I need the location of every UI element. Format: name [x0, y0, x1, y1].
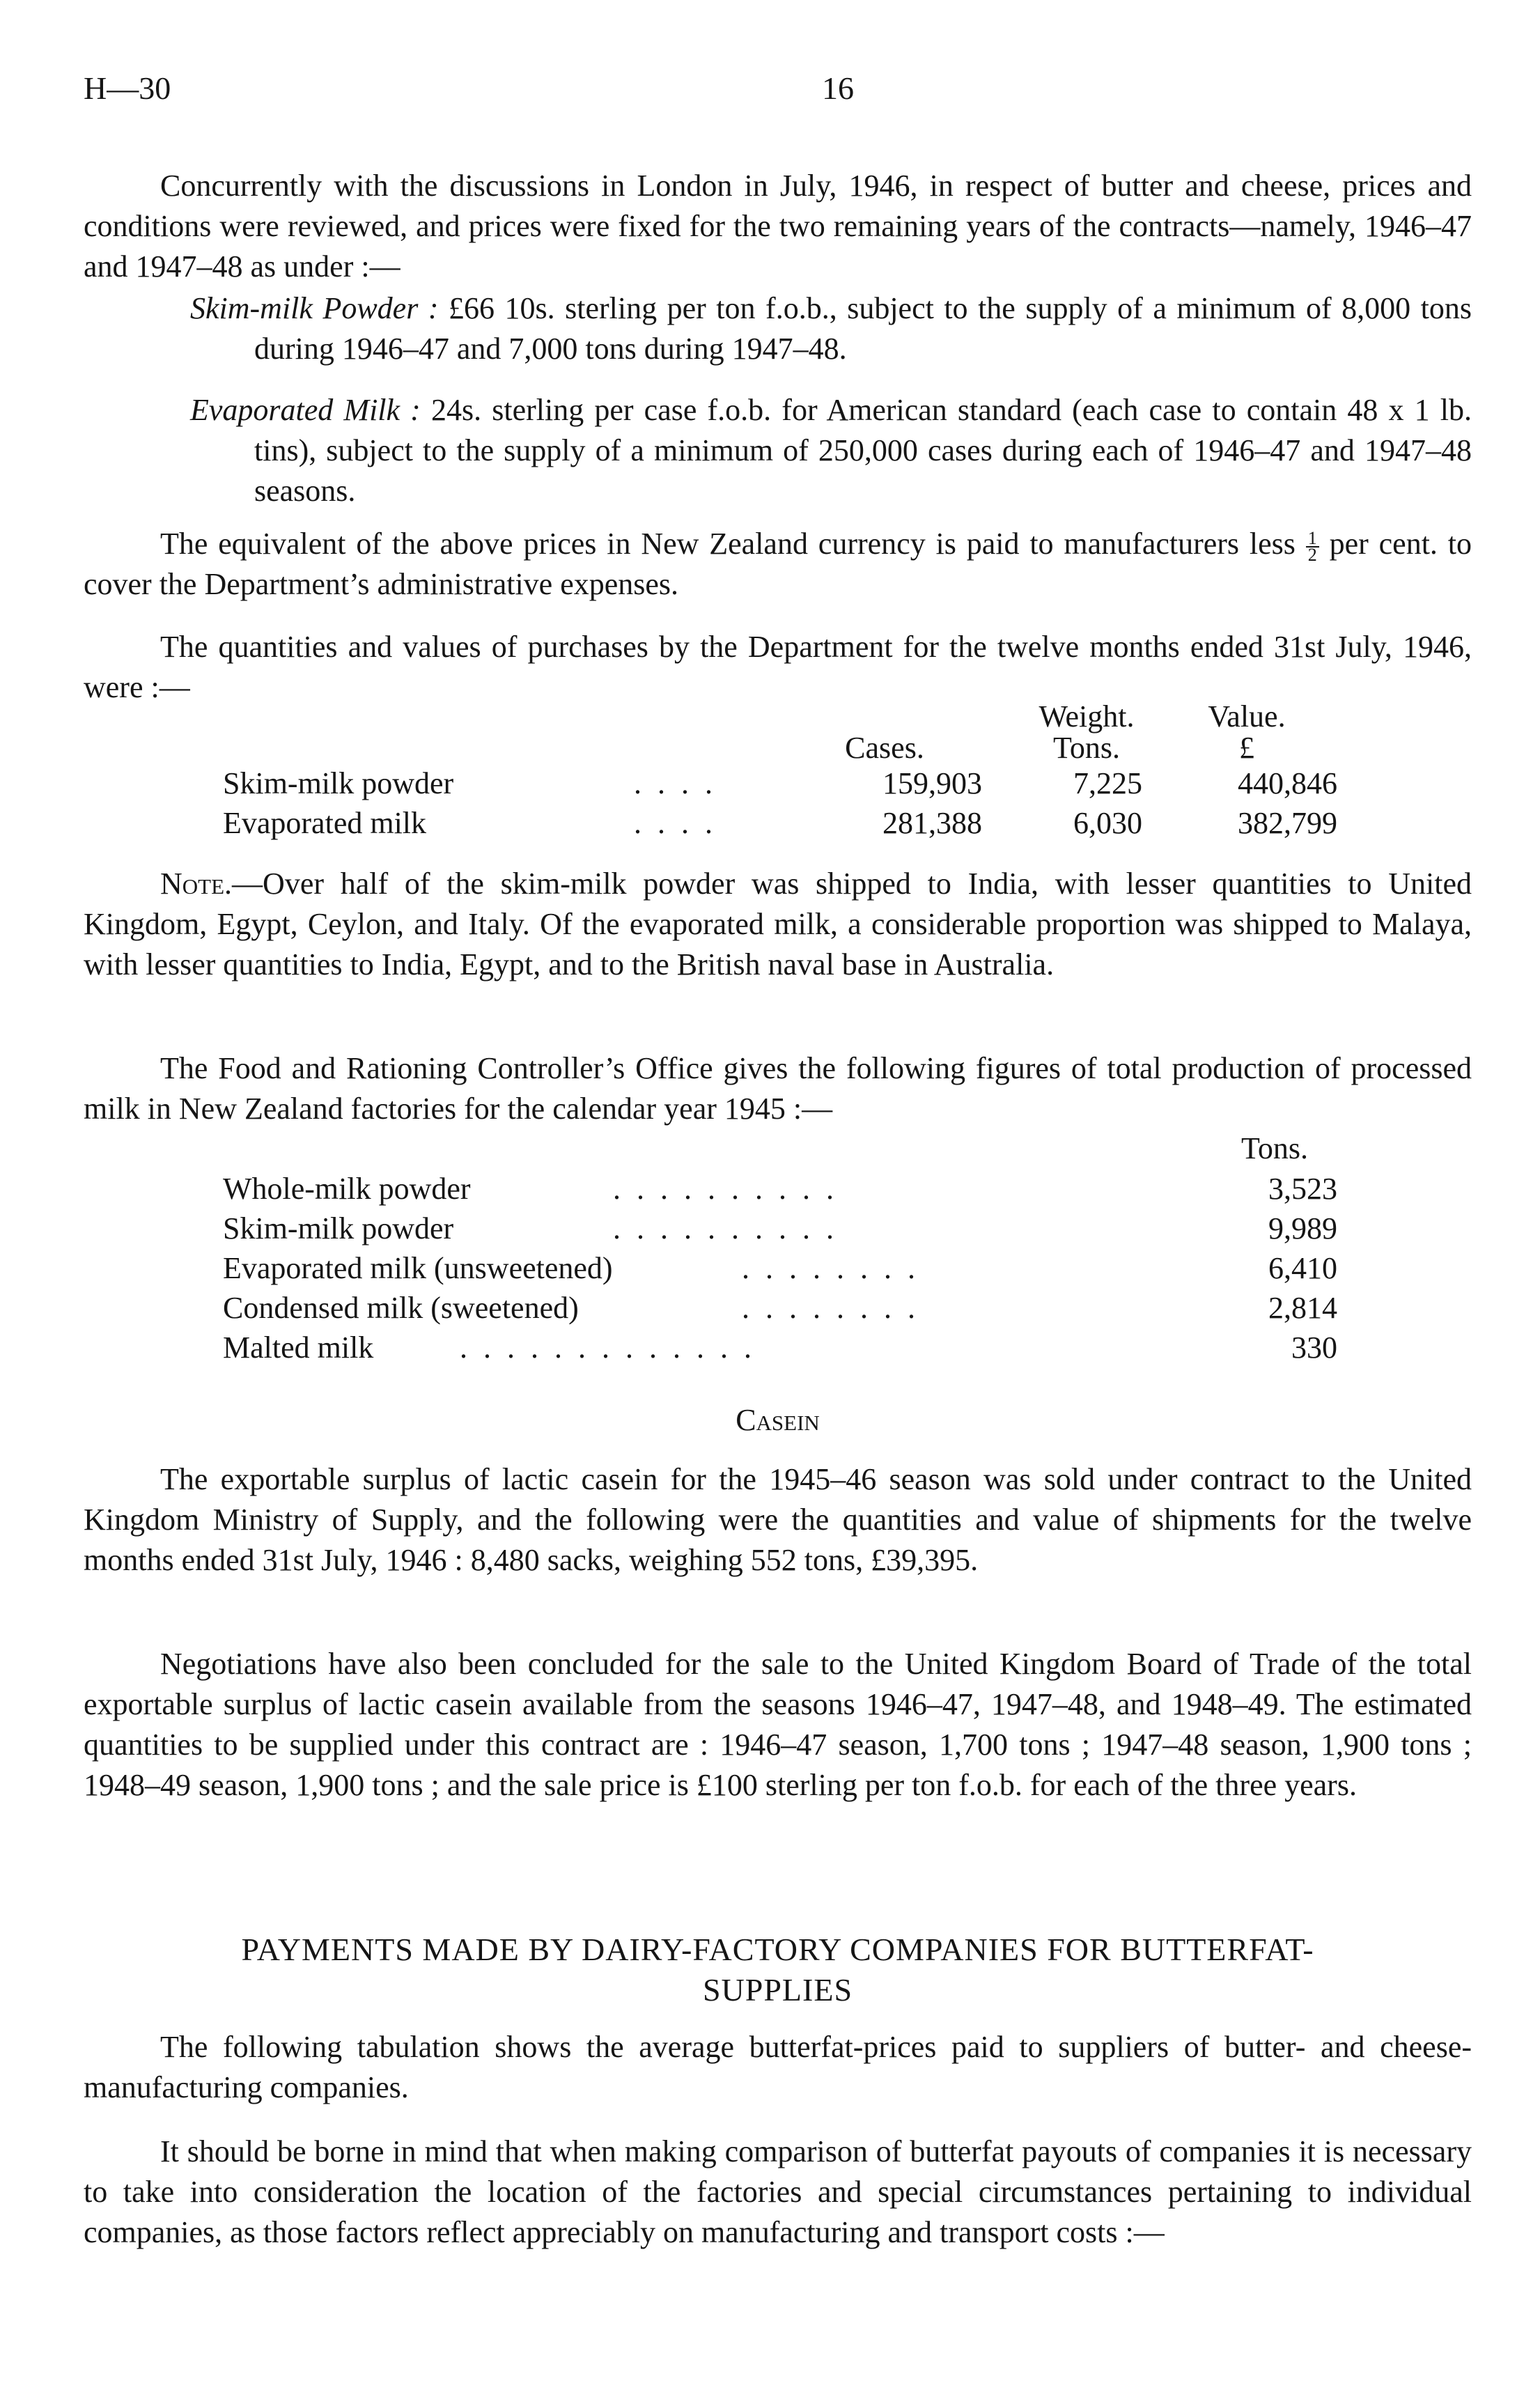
production-row-product: Evaporated milk (unsweetened)	[223, 1251, 613, 1285]
purchase-row-tons: 6,030	[1073, 806, 1142, 840]
production-row-tons: 330	[1291, 1330, 1337, 1365]
skim-milk-price-text: £66 10s. sterling per ton f.o.b., subject to the supply of a minimum of 8,000 tons during 1946–47 and 7,000 tons during 1947–48.	[254, 291, 1472, 366]
purchase-row-cases: 159,903	[882, 766, 982, 800]
header-weight: Weight.	[1039, 699, 1135, 734]
purchase-row-tons: 7,225	[1073, 766, 1142, 800]
leader-dots: . . . .	[634, 766, 717, 800]
purchase-row-product: Skim-milk powder	[223, 766, 454, 800]
production-row-tons: 6,410	[1268, 1251, 1337, 1285]
paragraph-contract-prices: Concurrently with the discussions in London in July, 1946, in respect of butter and cheese, prices and conditions were reviewed, and prices were fixed for the two remaining years of the contracts—namely, 1946–47 and 1947–48 as under :—	[84, 169, 1472, 284]
currency-text-before: The equivalent of the above prices in New Zealand currency is paid to manufacturers less	[160, 527, 1296, 561]
page-number: 16	[822, 70, 854, 106]
half-fraction: $\frac{1}{2}$	[1306, 531, 1319, 563]
purchase-row-value: 382,799	[1238, 806, 1337, 840]
paragraph-tabulation-intro: The following tabulation shows the average butterfat-prices paid to suppliers of butter- and cheese-manufacturing companies.	[84, 2030, 1472, 2104]
paragraph-comparison-note: It should be borne in mind that when making comparison of butterfat payouts of companies it is necessary to take into consideration the location of the factories and special circumstances pertaining to individual companies, as those factors reflect appreciably on manufacturing and transport costs :—	[84, 2134, 1472, 2249]
header-value-unit: £	[1239, 731, 1254, 765]
currency-text-after: per cent. to cover the Department’s administrative expenses.	[84, 527, 1472, 601]
paragraph-note	[84, 864, 1472, 985]
production-row-tons: 3,523	[1268, 1172, 1337, 1206]
note-label: Note.	[160, 867, 233, 901]
purchase-row-product: Evaporated milk	[223, 806, 427, 840]
note-text: —Over half of the skim-milk powder was shipped to India, with lesser quantities to United Kingdom, Egypt, Ceylon, and Italy. Of the evaporated milk, a considerable proportion was shipped to Malaya, with lesser quantities to India, Egypt, and to the British naval base in Australia.	[84, 867, 1472, 981]
production-row-product: Malted milk	[223, 1330, 374, 1365]
production-row-tons: 2,814	[1268, 1291, 1337, 1325]
paragraph-currency-equivalent	[84, 524, 1472, 605]
evaporated-milk-price-item	[190, 390, 1472, 511]
production-row-product: Condensed milk (sweetened)	[223, 1291, 579, 1325]
production-row-product: Whole-milk powder	[223, 1172, 471, 1206]
purchase-row-cases: 281,388	[882, 806, 982, 840]
evaporated-milk-price-text: 24s. sterling per case f.o.b. for American standard (each case to contain 48 x 1 lb. tins), subject to the supply of a minimum of 250,000 cases during each of 1946–47 and 1947–48 seasons.	[254, 393, 1472, 508]
page-header	[84, 70, 1463, 118]
report-reference: H—30	[84, 70, 171, 106]
casein-heading: Casein	[736, 1403, 820, 1437]
leader-dots: . . . . . . . . . . . . .	[460, 1330, 756, 1365]
leader-dots: . . . . . . . . . .	[613, 1172, 838, 1206]
paragraph-casein-exports: The exportable surplus of lactic casein for the 1945–46 season was sold under contract to the United Kingdom Ministry of Supply, and the following were the quantities and value of shipments for the twelve months ended 31st July, 1946 : 8,480 sacks, weighing 552 tons, £39,395.	[84, 1462, 1472, 1577]
purchase-row-value: 440,846	[1238, 766, 1337, 800]
leader-dots: . . . . . . . . . .	[613, 1211, 838, 1245]
paragraph-purchases-intro: The quantities and values of purchases by the Department for the twelve months ended 31st July, 1946, were :—	[84, 630, 1472, 704]
header-cases: Cases.	[845, 731, 924, 765]
production-unit-header: Tons.	[1241, 1131, 1308, 1165]
skim-milk-label: Skim-milk Powder :	[190, 291, 439, 325]
section-heading-line1: PAYMENTS MADE BY DAIRY-FACTORY COMPANIES FOR BUTTERFAT-	[241, 1932, 1314, 1967]
section-heading	[84, 1930, 1472, 2010]
leader-dots: . . . . . . . .	[742, 1251, 919, 1285]
skim-milk-price-item	[190, 288, 1472, 369]
production-row-tons: 9,989	[1268, 1211, 1337, 1245]
header-weight-unit: Tons.	[1053, 731, 1120, 765]
section-heading-line2: SUPPLIES	[702, 1972, 853, 2008]
production-row-product: Skim-milk powder	[223, 1211, 454, 1245]
leader-dots: . . . . . . . .	[742, 1291, 919, 1325]
leader-dots: . . . .	[634, 806, 717, 840]
paragraph-production-intro: The Food and Rationing Controller’s Office gives the following figures of total production of processed milk in New Zealand factories for the calendar year 1945 :—	[84, 1051, 1472, 1126]
paragraph-casein-negotiations: Negotiations have also been concluded for the sale to the United Kingdom Board of Trade of the total exportable surplus of lactic casein available from the seasons 1946–47, 1947–48, and 1948–49. The estimated quantities to be supplied under this contract are : 1946–47 season, 1,700 tons ; 1947–48 season, 1,900 tons ; 1948–49 season, 1,900 tons ; and the sale price is £100 sterling per ton f.o.b. for each of the three years.	[84, 1647, 1472, 1802]
evaporated-milk-label: Evaporated Milk :	[190, 393, 421, 427]
header-value: Value.	[1208, 699, 1286, 734]
